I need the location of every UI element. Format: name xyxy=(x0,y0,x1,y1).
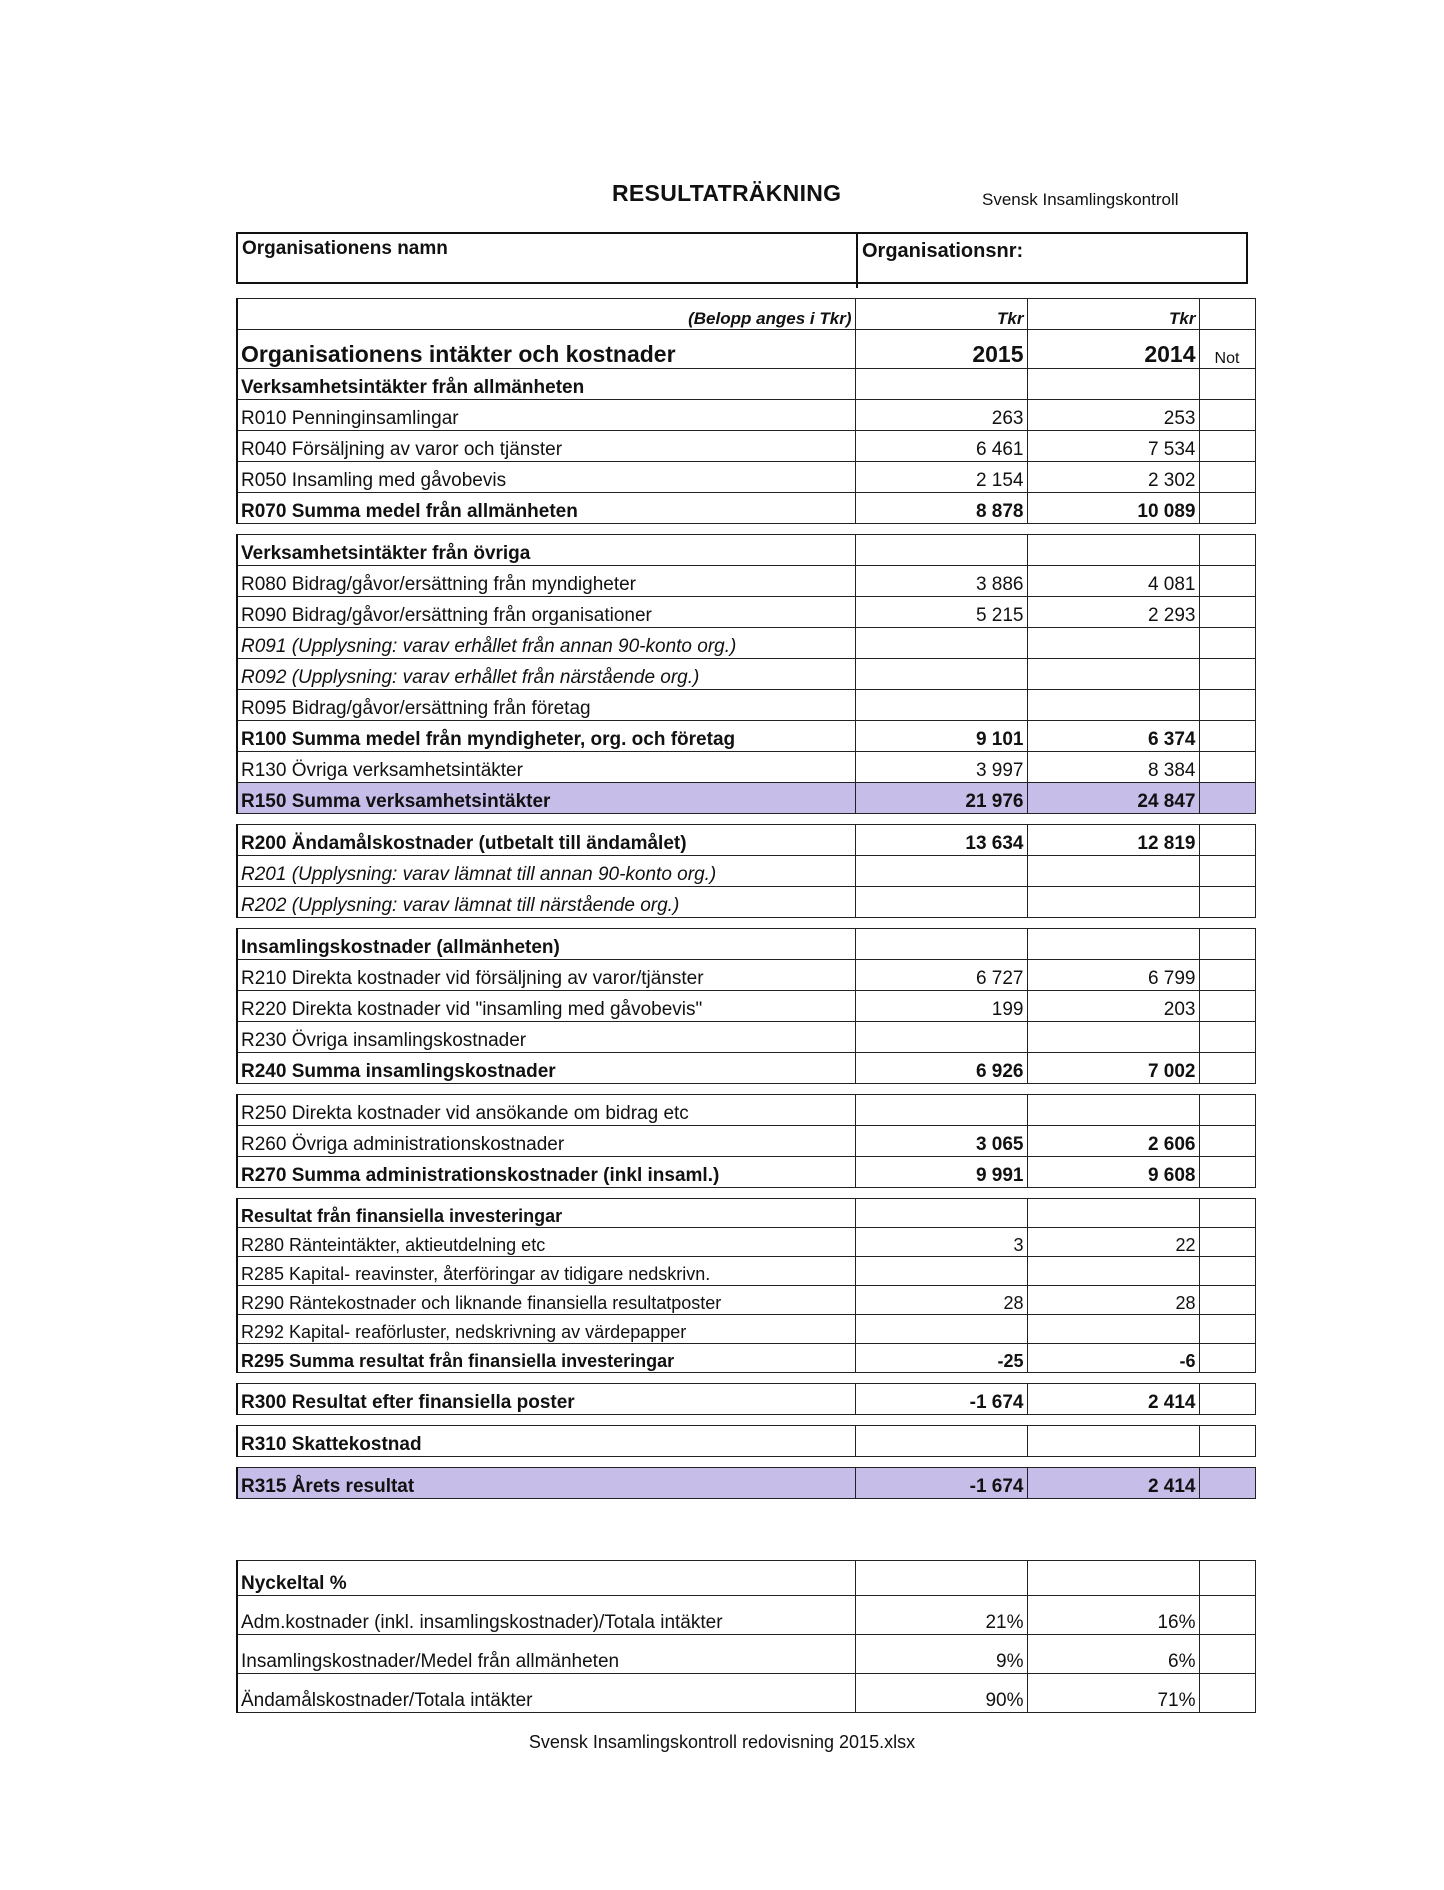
value-2015 xyxy=(855,659,1027,690)
row-label: R280 Ränteintäkter, aktieutdelning etc xyxy=(237,1228,855,1257)
value-2014 xyxy=(1027,1457,1199,1468)
value-2014 xyxy=(1027,1188,1199,1199)
note-cell xyxy=(1199,1053,1255,1084)
value-2014: 12 819 xyxy=(1027,825,1199,856)
note-cell xyxy=(1199,1373,1255,1384)
unit-2015: Tkr xyxy=(855,299,1027,330)
table-row xyxy=(237,1199,1255,1228)
row-label: Verksamhetsintäkter från allmänheten xyxy=(237,369,855,400)
row-label xyxy=(237,524,855,535)
table-row xyxy=(237,566,1255,597)
value-2015: 21 976 xyxy=(855,783,1027,814)
note-header: Not xyxy=(1199,330,1255,369)
value-2014: 7 534 xyxy=(1027,431,1199,462)
value-2014: 6 374 xyxy=(1027,721,1199,752)
value-2014: 253 xyxy=(1027,400,1199,431)
note-cell xyxy=(1199,566,1255,597)
value-2014 xyxy=(1027,929,1199,960)
value-2014 xyxy=(1027,1095,1199,1126)
value-2015 xyxy=(855,929,1027,960)
note-empty xyxy=(1199,299,1255,330)
note-cell xyxy=(1199,1199,1255,1228)
units-row xyxy=(237,299,1255,330)
value-2014: 4 081 xyxy=(1027,566,1199,597)
row-label: R270 Summa administrationskostnader (inkl insaml.) xyxy=(237,1157,855,1188)
row-label: R290 Räntekostnader och liknande finansiella resultatposter xyxy=(237,1286,855,1315)
spacer-row xyxy=(237,918,1255,929)
row-label xyxy=(237,918,855,929)
value-2014: 10 089 xyxy=(1027,493,1199,524)
note-cell xyxy=(1199,493,1255,524)
note-cell xyxy=(1199,1257,1255,1286)
row-label: R150 Summa verksamhetsintäkter xyxy=(237,783,855,814)
value-2014: 22 xyxy=(1027,1228,1199,1257)
row-label: R200 Ändamålskostnader (utbetalt till ändamålet) xyxy=(237,825,855,856)
note-cell xyxy=(1199,597,1255,628)
row-label: R095 Bidrag/gåvor/ersättning från företag xyxy=(237,690,855,721)
value-2015: -1 674 xyxy=(855,1468,1027,1499)
table-row xyxy=(237,1095,1255,1126)
value-2015: 2 154 xyxy=(855,462,1027,493)
value-2015 xyxy=(855,1373,1027,1384)
value-2015: -1 674 xyxy=(855,1384,1027,1415)
kpi-empty-1 xyxy=(855,1561,1027,1596)
kpi-title: Nyckeltal % xyxy=(237,1561,855,1596)
table-row xyxy=(237,721,1255,752)
value-2015 xyxy=(855,814,1027,825)
table-row xyxy=(237,1286,1255,1315)
note-cell xyxy=(1199,1384,1255,1415)
note-cell xyxy=(1199,929,1255,960)
value-2014 xyxy=(1027,1415,1199,1426)
table-row xyxy=(237,1022,1255,1053)
value-2015: -25 xyxy=(855,1344,1027,1373)
org-name-label: Organisationens namn xyxy=(242,238,448,259)
spacer-row xyxy=(237,1373,1255,1384)
kpi-note-cell xyxy=(1199,1674,1255,1713)
note-cell xyxy=(1199,1315,1255,1344)
kpi-value-2014: 71% xyxy=(1027,1674,1199,1713)
value-2014 xyxy=(1027,369,1199,400)
row-label: R295 Summa resultat från finansiella investeringar xyxy=(237,1344,855,1373)
table-row xyxy=(237,1228,1255,1257)
kpi-label: Adm.kostnader (inkl. insamlingskostnader)/Totala intäkter xyxy=(237,1596,855,1635)
value-2014: 2 606 xyxy=(1027,1126,1199,1157)
value-2014 xyxy=(1027,814,1199,825)
row-label: Resultat från finansiella investeringar xyxy=(237,1199,855,1228)
value-2014 xyxy=(1027,1373,1199,1384)
table-row xyxy=(237,1157,1255,1188)
value-2015 xyxy=(855,918,1027,929)
value-2015 xyxy=(855,690,1027,721)
note-cell xyxy=(1199,752,1255,783)
table-row xyxy=(237,929,1255,960)
table-row xyxy=(237,1257,1255,1286)
value-2015 xyxy=(855,1415,1027,1426)
note-cell xyxy=(1199,1228,1255,1257)
year-2014: 2014 xyxy=(1027,330,1199,369)
row-label: R260 Övriga administrationskostnader xyxy=(237,1126,855,1157)
kpi-value-2014: 6% xyxy=(1027,1635,1199,1674)
value-2015 xyxy=(855,1315,1027,1344)
value-2014: 2 414 xyxy=(1027,1384,1199,1415)
kpi-empty-2 xyxy=(1027,1561,1199,1596)
value-2015 xyxy=(855,856,1027,887)
note-cell xyxy=(1199,721,1255,752)
note-cell xyxy=(1199,1095,1255,1126)
row-label: R315 Årets resultat xyxy=(237,1468,855,1499)
note-cell xyxy=(1199,431,1255,462)
value-2014 xyxy=(1027,1022,1199,1053)
row-label: R092 (Upplysning: varav erhållet från närstående org.) xyxy=(237,659,855,690)
spacer-row xyxy=(237,814,1255,825)
value-2015 xyxy=(855,1084,1027,1095)
row-label: R091 (Upplysning: varav erhållet från annan 90-konto org.) xyxy=(237,628,855,659)
value-2014: 2 302 xyxy=(1027,462,1199,493)
kpi-label: Ändamålskostnader/Totala intäkter xyxy=(237,1674,855,1713)
value-2015: 5 215 xyxy=(855,597,1027,628)
row-label xyxy=(237,1457,855,1468)
row-label: Insamlingskostnader (allmänheten) xyxy=(237,929,855,960)
value-2015: 3 997 xyxy=(855,752,1027,783)
kpi-note-cell xyxy=(1199,1596,1255,1635)
value-2015: 3 xyxy=(855,1228,1027,1257)
value-2015 xyxy=(855,1257,1027,1286)
note-cell xyxy=(1199,628,1255,659)
note-cell xyxy=(1199,1426,1255,1457)
row-label xyxy=(237,1188,855,1199)
row-label: R100 Summa medel från myndigheter, org. och företag xyxy=(237,721,855,752)
year-2015: 2015 xyxy=(855,330,1027,369)
value-2014: -6 xyxy=(1027,1344,1199,1373)
value-2014 xyxy=(1027,1315,1199,1344)
value-2015 xyxy=(855,1426,1027,1457)
spacer-row xyxy=(237,1457,1255,1468)
kpi-label: Insamlingskostnader/Medel från allmänheten xyxy=(237,1635,855,1674)
kpi-row xyxy=(237,1635,1255,1674)
value-2015: 263 xyxy=(855,400,1027,431)
table-row xyxy=(237,960,1255,991)
value-2014 xyxy=(1027,1199,1199,1228)
spacer-row xyxy=(237,1084,1255,1095)
spacer-row xyxy=(237,524,1255,535)
table-row xyxy=(237,887,1255,918)
row-label xyxy=(237,1415,855,1426)
kpi-value-2015: 90% xyxy=(855,1674,1027,1713)
kpi-value-2015: 21% xyxy=(855,1596,1027,1635)
value-2014: 2 293 xyxy=(1027,597,1199,628)
row-label: R040 Försäljning av varor och tjänster xyxy=(237,431,855,462)
table-row xyxy=(237,1126,1255,1157)
row-label: R202 (Upplysning: varav lämnat till närstående org.) xyxy=(237,887,855,918)
table-row xyxy=(237,369,1255,400)
kpi-empty-3 xyxy=(1199,1561,1255,1596)
row-label: R130 Övriga verksamhetsintäkter xyxy=(237,752,855,783)
value-2015 xyxy=(855,369,1027,400)
table-row xyxy=(237,462,1255,493)
value-2015 xyxy=(855,535,1027,566)
row-label xyxy=(237,1084,855,1095)
value-2014: 7 002 xyxy=(1027,1053,1199,1084)
row-label: R300 Resultat efter finansiella poster xyxy=(237,1384,855,1415)
table-row xyxy=(237,783,1255,814)
note-cell xyxy=(1199,1468,1255,1499)
value-2015: 13 634 xyxy=(855,825,1027,856)
row-label xyxy=(237,814,855,825)
value-2014: 28 xyxy=(1027,1286,1199,1315)
note-cell xyxy=(1199,369,1255,400)
value-2015: 28 xyxy=(855,1286,1027,1315)
value-2015 xyxy=(855,524,1027,535)
spacer-row xyxy=(237,1415,1255,1426)
row-label: R250 Direkta kostnader vid ansökande om bidrag etc xyxy=(237,1095,855,1126)
row-label: R240 Summa insamlingskostnader xyxy=(237,1053,855,1084)
value-2015: 9 101 xyxy=(855,721,1027,752)
value-2014 xyxy=(1027,1084,1199,1095)
row-label: Verksamhetsintäkter från övriga xyxy=(237,535,855,566)
table-row xyxy=(237,856,1255,887)
note-cell xyxy=(1199,825,1255,856)
value-2015: 9 991 xyxy=(855,1157,1027,1188)
note-cell xyxy=(1199,1188,1255,1199)
footer-filename: Svensk Insamlingskontroll redovisning 2015.xlsx xyxy=(528,1732,916,1752)
note-cell xyxy=(1199,960,1255,991)
table-row xyxy=(237,1344,1255,1373)
note-cell xyxy=(1199,462,1255,493)
table-row xyxy=(237,1426,1255,1457)
row-label: R230 Övriga insamlingskostnader xyxy=(237,1022,855,1053)
value-2015 xyxy=(855,1095,1027,1126)
table-row xyxy=(237,1468,1255,1499)
note-cell xyxy=(1199,991,1255,1022)
row-label: R220 Direkta kostnader vid "insamling med gåvobevis" xyxy=(237,991,855,1022)
value-2014 xyxy=(1027,1426,1199,1457)
value-2014 xyxy=(1027,887,1199,918)
value-2014: 8 384 xyxy=(1027,752,1199,783)
table-row xyxy=(237,752,1255,783)
row-label: R210 Direkta kostnader vid försäljning av varor/tjänster xyxy=(237,960,855,991)
row-label: R050 Insamling med gåvobevis xyxy=(237,462,855,493)
value-2015 xyxy=(855,1188,1027,1199)
table-row xyxy=(237,1053,1255,1084)
value-2014: 24 847 xyxy=(1027,783,1199,814)
value-2015: 6 461 xyxy=(855,431,1027,462)
value-2015 xyxy=(855,1457,1027,1468)
value-2015 xyxy=(855,887,1027,918)
value-2014 xyxy=(1027,628,1199,659)
row-label: R090 Bidrag/gåvor/ersättning från organisationer xyxy=(237,597,855,628)
table-row xyxy=(237,690,1255,721)
value-2015 xyxy=(855,628,1027,659)
value-2014 xyxy=(1027,659,1199,690)
row-label: R310 Skattekostnad xyxy=(237,1426,855,1457)
org-info-box xyxy=(236,232,1248,284)
value-2014 xyxy=(1027,918,1199,929)
page-title: RESULTATRÄKNING xyxy=(612,180,842,206)
value-2014: 2 414 xyxy=(1027,1468,1199,1499)
value-2014 xyxy=(1027,524,1199,535)
note-cell xyxy=(1199,1084,1255,1095)
table-row xyxy=(237,431,1255,462)
row-label: R292 Kapital- reaförluster, nedskrivning av värdepapper xyxy=(237,1315,855,1344)
row-label: R201 (Upplysning: varav lämnat till annan 90-konto org.) xyxy=(237,856,855,887)
note-cell xyxy=(1199,524,1255,535)
kpi-header-row xyxy=(237,1561,1255,1596)
value-2014 xyxy=(1027,856,1199,887)
note-cell xyxy=(1199,690,1255,721)
table-row xyxy=(237,1315,1255,1344)
row-label xyxy=(237,1373,855,1384)
note-cell xyxy=(1199,1344,1255,1373)
kpi-value-2015: 9% xyxy=(855,1635,1027,1674)
value-2015 xyxy=(855,1022,1027,1053)
org-number-label: Organisationsnr: xyxy=(856,234,1023,288)
section-title: Organisationens intäkter och kostnader xyxy=(237,330,855,369)
value-2014 xyxy=(1027,535,1199,566)
kpi-note-cell xyxy=(1199,1635,1255,1674)
note-cell xyxy=(1199,1157,1255,1188)
row-label: R070 Summa medel från allmänheten xyxy=(237,493,855,524)
value-2015: 3 886 xyxy=(855,566,1027,597)
note-cell xyxy=(1199,1126,1255,1157)
table-row xyxy=(237,597,1255,628)
value-2014: 203 xyxy=(1027,991,1199,1022)
table-row xyxy=(237,628,1255,659)
table-row xyxy=(237,825,1255,856)
note-cell xyxy=(1199,1415,1255,1426)
amount-note: (Belopp anges i Tkr) xyxy=(237,299,855,330)
note-cell xyxy=(1199,535,1255,566)
organization-header: Svensk Insamlingskontroll xyxy=(982,190,1179,209)
year-header-row xyxy=(237,330,1255,369)
row-label: R010 Penninginsamlingar xyxy=(237,400,855,431)
note-cell xyxy=(1199,1457,1255,1468)
note-cell xyxy=(1199,918,1255,929)
table-row xyxy=(237,1384,1255,1415)
value-2014: 9 608 xyxy=(1027,1157,1199,1188)
note-cell xyxy=(1199,659,1255,690)
note-cell xyxy=(1199,783,1255,814)
value-2014: 6 799 xyxy=(1027,960,1199,991)
value-2015: 199 xyxy=(855,991,1027,1022)
value-2014 xyxy=(1027,690,1199,721)
value-2014 xyxy=(1027,1257,1199,1286)
note-cell xyxy=(1199,1022,1255,1053)
value-2015 xyxy=(855,1199,1027,1228)
kpi-table xyxy=(236,1560,1256,1713)
table-row xyxy=(237,659,1255,690)
table-row xyxy=(237,493,1255,524)
income-statement-table xyxy=(236,298,1256,1499)
note-cell xyxy=(1199,400,1255,431)
table-row xyxy=(237,535,1255,566)
table-row xyxy=(237,991,1255,1022)
value-2015: 8 878 xyxy=(855,493,1027,524)
table-row xyxy=(237,400,1255,431)
kpi-row xyxy=(237,1596,1255,1635)
kpi-value-2014: 16% xyxy=(1027,1596,1199,1635)
note-cell xyxy=(1199,1286,1255,1315)
note-cell xyxy=(1199,856,1255,887)
row-label: R285 Kapital- reavinster, återföringar av tidigare nedskrivn. xyxy=(237,1257,855,1286)
value-2015: 6 926 xyxy=(855,1053,1027,1084)
spacer-row xyxy=(237,1188,1255,1199)
note-cell xyxy=(1199,887,1255,918)
kpi-row xyxy=(237,1674,1255,1713)
value-2015: 3 065 xyxy=(855,1126,1027,1157)
row-label: R080 Bidrag/gåvor/ersättning från myndigheter xyxy=(237,566,855,597)
value-2015: 6 727 xyxy=(855,960,1027,991)
unit-2014: Tkr xyxy=(1027,299,1199,330)
note-cell xyxy=(1199,814,1255,825)
